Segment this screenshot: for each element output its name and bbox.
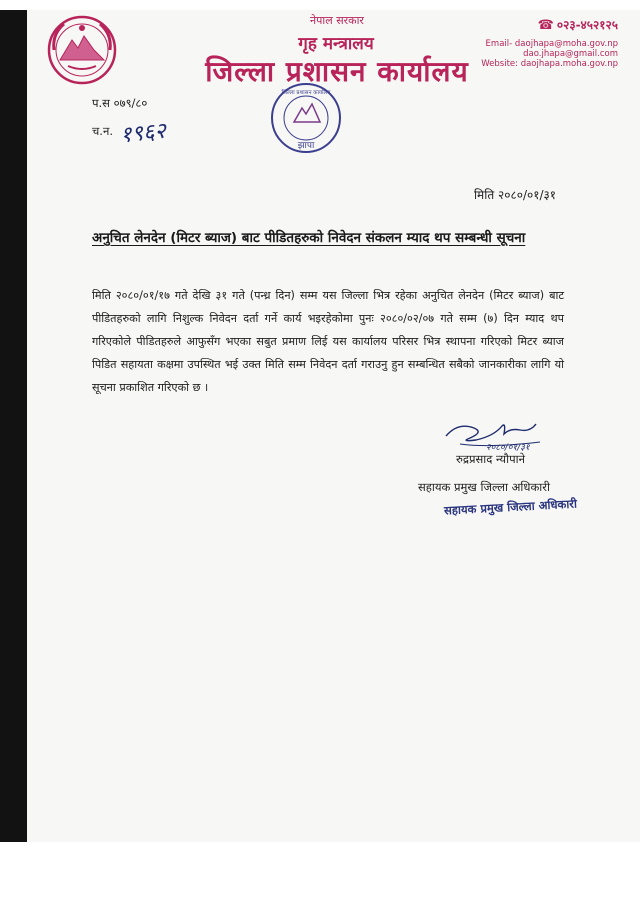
designation-stamp: सहायक प्रमुख जिल्ला अधिकारी (443, 496, 578, 518)
phone-line (481, 18, 618, 33)
email-primary: Email- daojhapa@moha.gov.np (485, 39, 618, 49)
notice-subject: अनुचित लेनदेन (मिटर ब्याज) बाट पीडितहरुको निवेदन संकलन म्याद थप सम्बन्धी सूचना (92, 230, 526, 246)
government-name: नेपाल सरकार (310, 14, 364, 27)
office-name: जिल्ला प्रशासन कार्यालय (205, 55, 469, 88)
notice-date: मिति २०८०/०१/३१ (473, 188, 556, 202)
signatory-title: सहायक प्रमुख जिल्ला अधिकारी (418, 480, 550, 494)
chalani-number-handwritten: १९६२ (118, 118, 168, 149)
signature-handwritten-date: २०८०/०१/३१ (486, 443, 530, 453)
phone-number: ०२३-४५२१२५ (556, 18, 618, 32)
ministry-name: गृह मन्त्रालय (298, 34, 374, 54)
notice-body: मिति २०८०/०१/१७ गते देखि ३१ गते (पन्ध्र दिन) सम्म यस जिल्ला भित्र रहेका अनुचित लेनदेन (मिटर ब्याज) बाट पीडितहरुको लागि निशुल्क निवेदन दर्ता गर्ने कार्य भइरहेकोमा पुनः २०८०/०२/०७ गते सम्म (७) दिन म्याद थप गरिएकोले पीडितहरुले आफुसँग भएका सबुत प्रमाण लिई यस कार्यालय परिसर भित्र स्थापना गरिएको मिटर ब्याज पिडित सहायता कक्षमा उपस्थित भई उक्त मिति सम्म निवेदन दर्ता गराउनु हुन सम्बन्धित सबैको जानकारीका लागि यो सूचना प्रकाशित गरिएको छ । (92, 289, 564, 394)
scan-edge (0, 10, 27, 842)
telephone-icon: ☎ (537, 18, 554, 33)
patra-sankhya: प.स ०७९/८० (92, 96, 148, 110)
chalani-label: च.न. (92, 124, 113, 138)
office-seal-stamp (268, 80, 344, 156)
contact-block (481, 18, 618, 69)
website: Website: daojhapa.moha.gov.np (481, 59, 618, 69)
email-secondary: dao.jhapa@gmail.com (523, 49, 618, 59)
signature-scribble (440, 414, 550, 454)
seal-center-text: झापा (297, 141, 315, 151)
seal-ring-text: जिल्ला प्रशासन कार्यालय (281, 90, 331, 96)
scan-bottom-margin (0, 842, 644, 910)
signatory-name: रुद्रप्रसाद न्यौपाने (456, 452, 525, 466)
